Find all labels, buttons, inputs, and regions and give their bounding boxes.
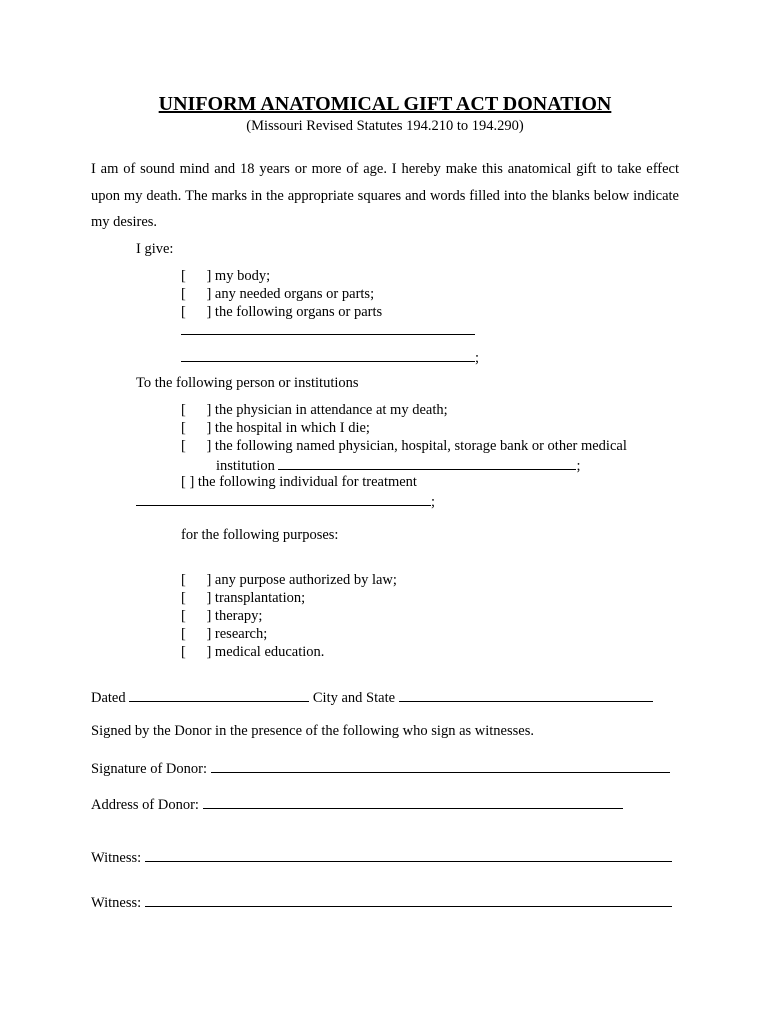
purpose-option-education[interactable]: [ ] medical education. xyxy=(181,644,325,660)
checkbox-bracket[interactable]: [ xyxy=(181,626,186,642)
document-title: UNIFORM ANATOMICAL GIFT ACT DONATION xyxy=(158,93,612,115)
checkbox-bracket[interactable]: [ xyxy=(181,438,186,454)
document-subtitle: (Missouri Revised Statutes 194.210 to 194.290) xyxy=(246,118,524,134)
checkbox-bracket[interactable]: [ xyxy=(181,402,186,418)
witness-row-2 xyxy=(91,893,672,912)
checkbox-bracket[interactable]: [ xyxy=(181,268,186,284)
give-option-organs[interactable]: [ ] any needed organs or parts; xyxy=(181,286,375,302)
give-label: I give: xyxy=(136,241,174,257)
checkbox-bracket[interactable]: [ xyxy=(181,286,186,302)
checkbox-bracket[interactable]: [ xyxy=(181,608,186,624)
organs-blank-1[interactable] xyxy=(181,320,475,335)
individual-blank-row: ; xyxy=(136,492,435,511)
individual-blank[interactable] xyxy=(136,492,431,506)
organs-blank-2[interactable] xyxy=(181,348,475,362)
institution-row: institution ; xyxy=(216,458,581,474)
checkbox-bracket[interactable]: [ xyxy=(181,572,186,588)
organs-blank-2-row: ; xyxy=(181,348,479,367)
purposes-label: for the following purposes: xyxy=(181,527,339,543)
witness-label: Witness: xyxy=(91,895,142,911)
checkbox-bracket[interactable]: [ xyxy=(181,590,186,606)
signature-label: Signature of Donor: xyxy=(91,761,207,777)
institution-blank[interactable] xyxy=(278,456,576,470)
recipient-label: To the following person or institutions xyxy=(136,375,359,391)
intro-paragraph: I am of sound mind and 18 years or more of age. I hereby make this anatomical gift to take effect upon my death. The marks in the appropriate squares and words filled into the blanks below indicate my desires. xyxy=(91,161,679,230)
purpose-option-transplantation[interactable]: [ ] transplantation; xyxy=(181,590,306,606)
purpose-option-therapy[interactable]: [ ] therapy; xyxy=(181,608,263,624)
dated-label: Dated xyxy=(91,690,126,706)
individual-option[interactable]: [ ] the following individual for treatment xyxy=(181,474,417,490)
recipient-option-physician[interactable]: [ ] the physician in attendance at my death; xyxy=(181,402,448,418)
recipient-option-named[interactable]: [ ] the following named physician, hospital, storage bank or other medical xyxy=(181,438,627,454)
address-row xyxy=(91,795,623,814)
dated-blank[interactable] xyxy=(129,688,309,702)
recipient-option-hospital[interactable]: [ ] the hospital in which I die; xyxy=(181,420,370,436)
purpose-option-any[interactable]: [ ] any purpose authorized by law; xyxy=(181,572,397,588)
checkbox-bracket[interactable]: [ xyxy=(181,304,186,320)
signature-blank[interactable] xyxy=(211,759,670,773)
purpose-option-research[interactable]: [ ] research; xyxy=(181,626,268,642)
checkbox-bracket[interactable]: [ xyxy=(181,420,186,436)
institution-label: institution xyxy=(216,458,275,474)
address-blank[interactable] xyxy=(203,795,623,809)
witness-label: Witness: xyxy=(91,850,142,866)
checkbox-bracket[interactable]: [ xyxy=(181,644,186,660)
witness-blank-1[interactable] xyxy=(145,848,672,862)
signature-row xyxy=(91,759,670,778)
witness-blank-2[interactable] xyxy=(145,893,672,907)
city-state-label: City and State xyxy=(312,690,396,706)
witness-row-1 xyxy=(91,848,672,867)
give-option-body[interactable]: [ ] my body; xyxy=(181,268,271,284)
dated-row xyxy=(91,688,653,707)
signed-statement: Signed by the Donor in the presence of the following who sign as witnesses. xyxy=(91,723,534,739)
city-state-blank[interactable] xyxy=(399,688,653,702)
address-label: Address of Donor: xyxy=(91,797,199,813)
give-option-specific[interactable]: [ ] the following organs or parts xyxy=(181,304,383,320)
